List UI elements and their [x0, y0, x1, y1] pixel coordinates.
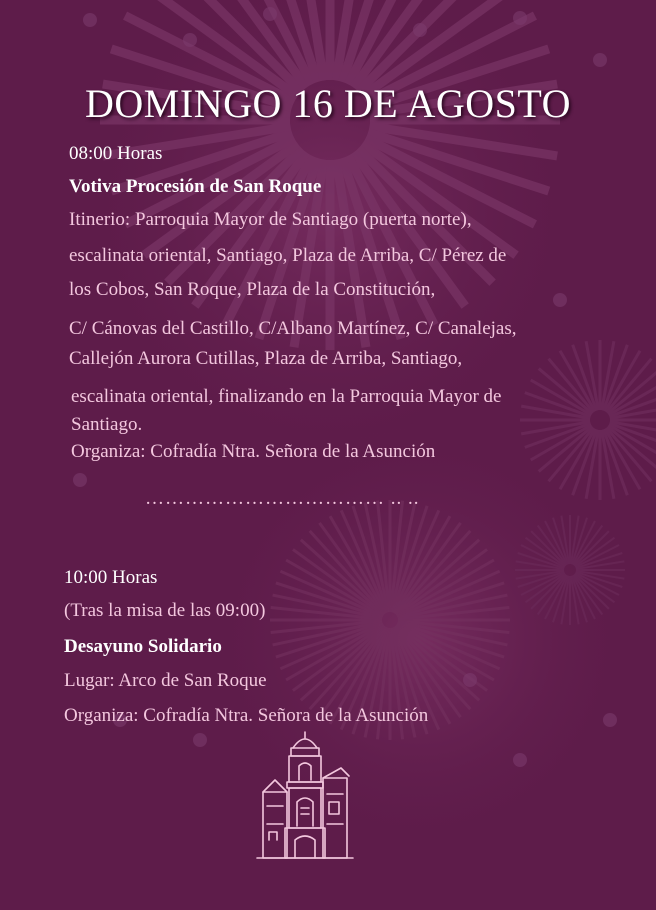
- event2-organizer: Organiza: Cofradía Ntra. Señora de la Asunción: [64, 705, 429, 726]
- section-separator: ……………………………… .. ..: [145, 488, 420, 509]
- event1-time: 08:00 Horas: [69, 143, 163, 164]
- event1-itinerary-line: C/ Cánovas del Castillo, C/Albano Martínez, C/ Canalejas,: [69, 318, 517, 339]
- event1-itinerary-line: escalinata oriental, finalizando en la Parroquia Mayor de: [71, 386, 502, 407]
- event2-name: Desayuno Solidario: [64, 636, 222, 657]
- page-title: DOMINGO 16 DE AGOSTO: [85, 81, 571, 126]
- event1-itinerary-line: Callejón Aurora Cutillas, Plaza de Arriba, Santiago,: [69, 348, 463, 369]
- event1-itinerary-line: Itinerio: Parroquia Mayor de Santiago (puerta norte),: [69, 209, 472, 230]
- event1-name: Votiva Procesión de San Roque: [69, 176, 322, 197]
- event2-place: Lugar: Arco de San Roque: [64, 670, 267, 691]
- event2-time: 10:00 Horas: [64, 567, 158, 588]
- event1-itinerary-line: Santiago.: [71, 414, 143, 435]
- event1-organizer: Organiza: Cofradía Ntra. Señora de la Asunción: [71, 441, 436, 462]
- church-tower-icon: [255, 728, 355, 860]
- event2-note: (Tras la misa de las 09:00): [64, 600, 266, 621]
- event1-itinerary-line: escalinata oriental, Santiago, Plaza de Arriba, C/ Pérez de: [69, 245, 507, 266]
- event1-itinerary-line: los Cobos, San Roque, Plaza de la Constitución,: [69, 279, 436, 300]
